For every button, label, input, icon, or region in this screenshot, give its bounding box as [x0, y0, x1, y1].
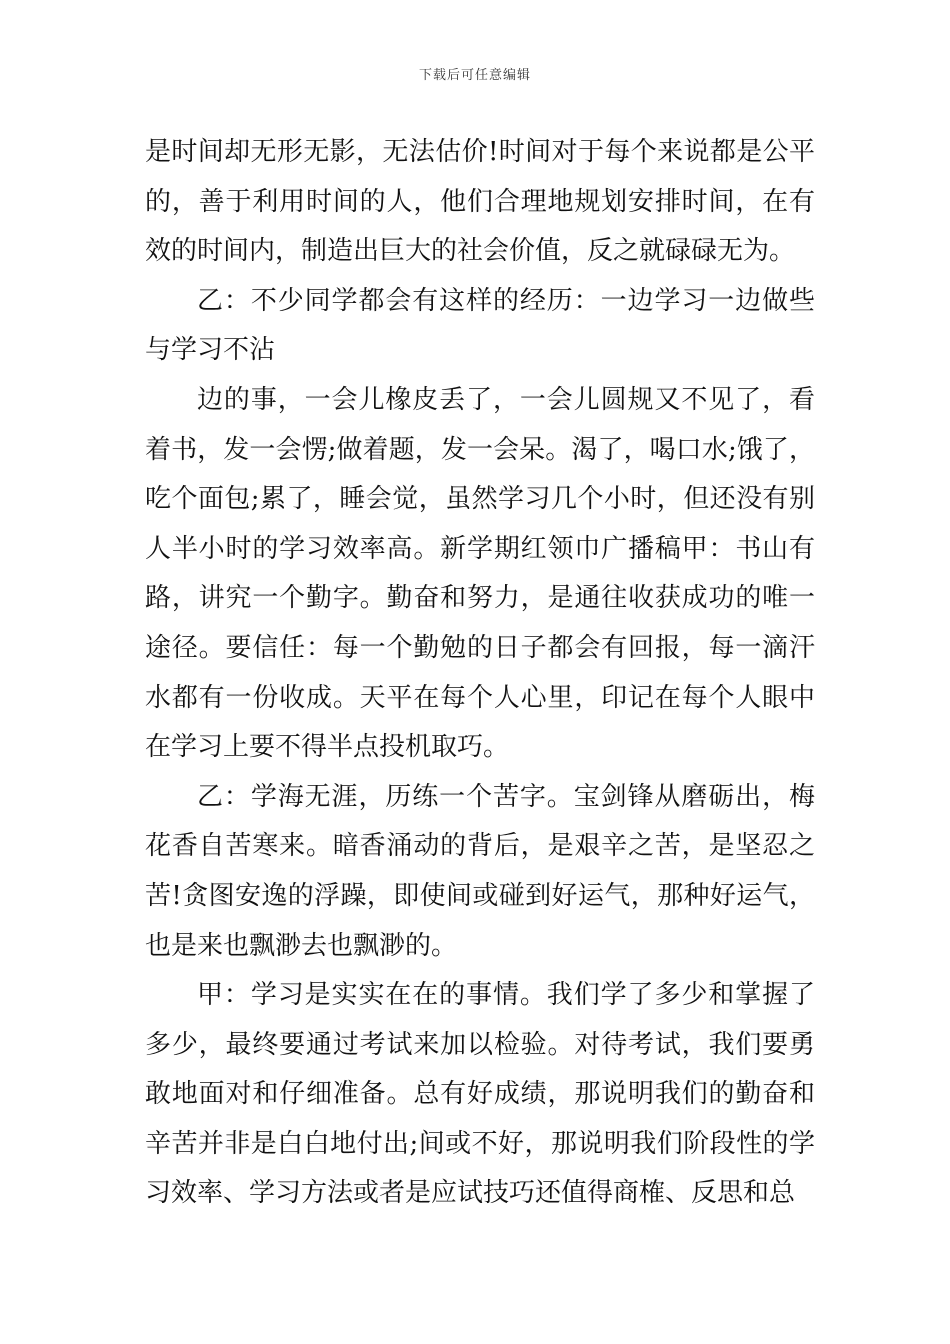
paragraph-2: 乙：不少同学都会有这样的经历：一边学习一边做些与学习不沾 [145, 285, 815, 366]
paragraph-1: 是时间却无形无影，无法估价!时间对于每个来说都是公平的，善于利用时间的人，他们合理地规划安排时间，在有效的时间内，制造出巨大的社会价值，反之就碌碌无为。 [145, 137, 815, 267]
page-header: 下载后可任意编辑 [418, 68, 531, 83]
paragraph-5: 甲：学习是实实在在的事情。我们学了多少和掌握了多少，最终要通过考试来加以检验。对待考试，我们要勇敢地面对和仔细准备。总有好成绩，那说明我们的勤奋和辛苦并非是白白地付出;间或不好，那说明我们阶段性的学习效率、学习方法或者是应试技巧还值得商榷、反思和总 [145, 980, 815, 1209]
paragraph-3: 边的事，一会儿橡皮丢了，一会儿圆规又不见了，看着书，发一会愣;做着题，发一会呆。渴了，喝口水;饿了，吃个面包;累了，睡会觉，虽然学习几个小时，但还没有别人半小时的学习效率高。新学期红领巾广播稿甲：书山有路，讲究一个勤字。勤奋和努力，是通往收获成功的唯一途径。要信任：每一个勤勉的日子都会有回报，每一滴汗水都有一份收成。天平在每个人心里，印记在每个人眼中在学习上要不得半点投机取巧。 [145, 384, 815, 763]
document-body [145, 128, 815, 1219]
paragraph-4: 乙：学海无涯，历练一个苦字。宝剑锋从磨砺出，梅花香自苦寒来。暗香涌动的背后，是艰辛之苦，是坚忍之苦!贪图安逸的浮躁，即使间或碰到好运气，那种好运气，也是来也飘渺去也飘渺的。 [145, 781, 815, 961]
